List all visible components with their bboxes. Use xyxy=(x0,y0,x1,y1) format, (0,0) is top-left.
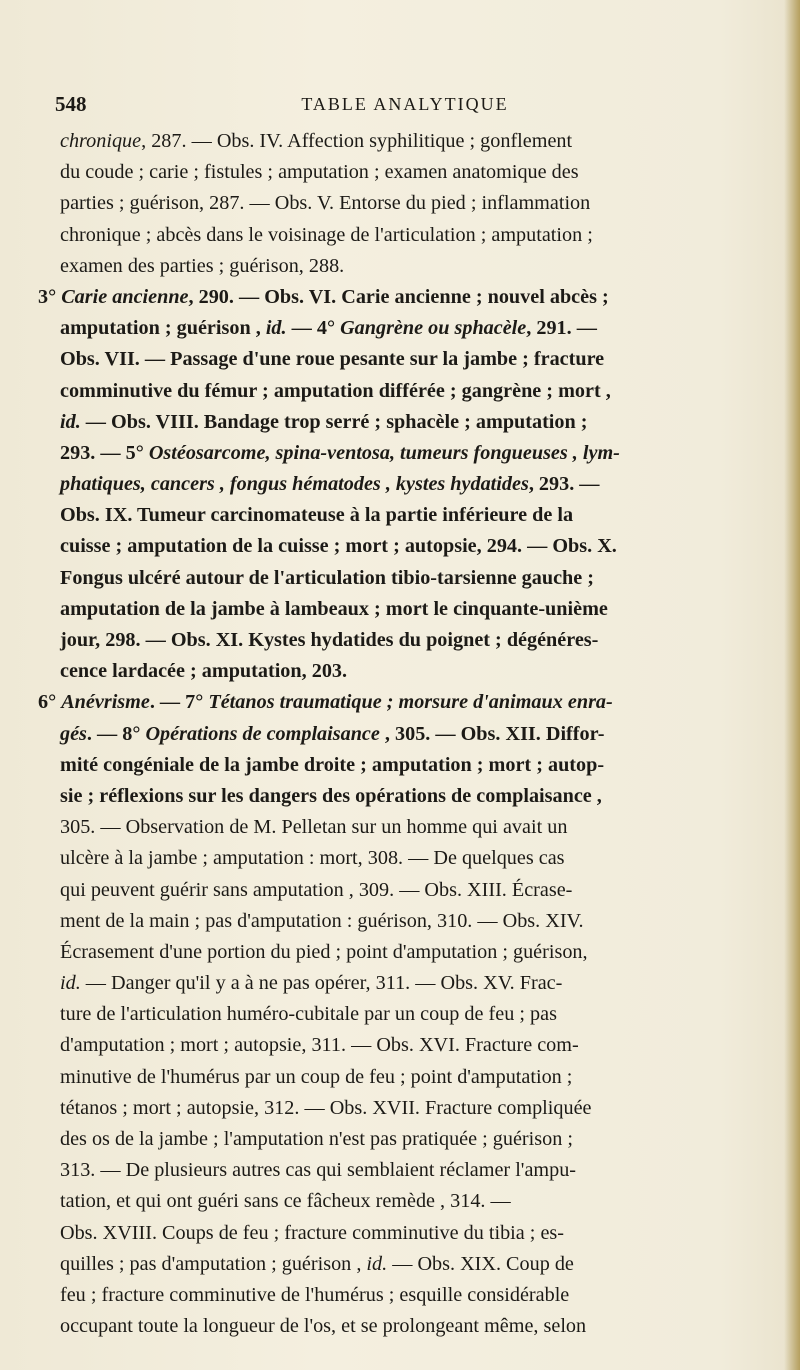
text-segment: quilles ; pas d'amputation ; guérison , xyxy=(60,1252,367,1275)
text-line xyxy=(38,812,750,843)
text-line xyxy=(38,750,750,781)
text-segment: Fongus ulcéré autour de l'articulation tibio-tarsienne gauche ; xyxy=(60,566,595,589)
text-segment: Carie ancienne xyxy=(61,285,189,308)
text-line xyxy=(38,220,750,251)
text-segment: , 291. — xyxy=(526,317,597,340)
text-segment: phatiques, cancers , fongus hématodes , kystes hydatides xyxy=(60,473,529,496)
text-segment: jour, 298. — Obs. XI. Kystes hydatides du poignet ; dégénéres- xyxy=(60,629,599,651)
text-segment: feu ; fracture comminutive de l'humérus ; esquille considérable xyxy=(60,1283,570,1306)
text-segment: 293. — 5° xyxy=(60,441,149,464)
text-segment: , 290. — Obs. VI. Carie ancienne ; nouvel abcès ; xyxy=(188,285,609,308)
text-segment: comminutive du fémur ; amputation différée ; gangrène ; mort , xyxy=(60,379,611,402)
text-segment: id. xyxy=(366,1252,388,1275)
text-line xyxy=(38,469,750,500)
text-segment: Anévrisme xyxy=(61,691,150,714)
text-line xyxy=(38,126,750,157)
text-segment: 3° xyxy=(38,285,62,308)
text-line xyxy=(38,344,750,375)
text-segment: — Danger qu'il y a à ne pas opérer, 311. — Obs. XV. Frac- xyxy=(80,972,563,995)
text-line xyxy=(38,1030,750,1061)
text-segment: des os de la jambe ; l'amputation n'est pas pratiquée ; guérison ; xyxy=(60,1128,573,1150)
text-segment: Obs. XVIII. Coups de feu ; fracture comminutive du tibia ; es- xyxy=(60,1221,564,1244)
text-segment: gés xyxy=(60,722,87,745)
text-line xyxy=(38,1249,750,1280)
page-header xyxy=(55,92,735,122)
text-segment: qui peuvent guérir sans amputation , 309. — Obs. XIII. Écrase- xyxy=(60,878,573,901)
text-line xyxy=(38,438,750,469)
text-segment: occupant toute la longueur de l'os, et se prolongeant même, selon xyxy=(60,1315,587,1338)
text-line xyxy=(38,1062,750,1093)
text-line xyxy=(38,1186,750,1217)
text-line xyxy=(38,531,750,562)
text-line xyxy=(38,937,750,968)
page-edge xyxy=(784,0,800,1370)
running-title: TABLE ANALYTIQUE xyxy=(301,94,509,114)
text-segment: — Obs. VIII. Bandage trop serré ; sphacèle ; amputation ; xyxy=(80,410,588,433)
text-segment: chronique ; abcès dans le voisinage de l'articulation ; amputation ; xyxy=(60,223,593,246)
text-segment: chronique xyxy=(60,130,142,152)
text-segment: Écrasement d'une portion du pied ; point d'amputation ; guérison, xyxy=(60,940,588,963)
text-segment: tétanos ; mort ; autopsie, 312. — Obs. XVII. Fracture compliquée xyxy=(60,1096,592,1119)
text-segment: minutive de l'humérus par un coup de feu ; point d'amputation ; xyxy=(60,1065,573,1088)
text-line xyxy=(38,313,750,344)
text-segment: — 4° xyxy=(286,317,341,340)
text-line xyxy=(38,1218,750,1249)
text-line xyxy=(38,687,750,718)
text-segment: — Obs. XIX. Coup de xyxy=(387,1252,574,1275)
text-segment: cence lardacée ; amputation, 203. xyxy=(60,660,348,683)
text-segment: , 287. — Obs. IV. Affection syphilitique ; gonflement xyxy=(141,130,573,152)
text-line xyxy=(38,625,750,656)
text-line xyxy=(38,500,750,531)
text-segment: ment de la main ; pas d'amputation : guérison, 310. — Obs. XIV. xyxy=(60,909,584,932)
text-segment: examen des parties ; guérison, 288. xyxy=(60,254,345,277)
text-segment: Opérations de complaisance xyxy=(145,722,380,745)
text-line xyxy=(38,1311,750,1342)
text-line xyxy=(38,906,750,937)
text-segment: d'amputation ; mort ; autopsie, 311. — Obs. XVI. Fracture com- xyxy=(60,1034,579,1057)
text-line xyxy=(38,376,750,407)
text-segment: sie ; réflexions sur les dangers des opérations de complaisance , xyxy=(60,784,602,807)
text-segment: Ostéosarcome, spina-ventosa, tumeurs fongueuses , lym- xyxy=(148,441,620,464)
text-segment: parties ; guérison, 287. — Obs. V. Entorse du pied ; inflammation xyxy=(60,192,591,215)
text-line xyxy=(38,719,750,750)
text-line xyxy=(38,282,750,313)
text-segment: tation, et qui ont guéri sans ce fâcheux remède , 314. — xyxy=(60,1190,511,1213)
text-line xyxy=(38,999,750,1030)
text-segment: Tétanos traumatique ; morsure d'animaux enra- xyxy=(208,691,613,714)
text-line xyxy=(38,407,750,438)
text-line xyxy=(38,188,750,219)
text-line xyxy=(38,968,750,999)
text-segment: ture de l'articulation huméro-cubitale par un coup de feu ; pas xyxy=(60,1003,557,1026)
text-segment: amputation de la jambe à lambeaux ; mort le cinquante-unième xyxy=(60,597,608,620)
page-number: 548 xyxy=(55,92,87,116)
text-segment: ulcère à la jambe ; amputation : mort, 308. — De quelques cas xyxy=(60,847,565,870)
text-segment: Gangrène ou sphacèle xyxy=(340,317,527,340)
text-segment: id. xyxy=(265,317,287,340)
text-line xyxy=(38,781,750,812)
text-segment: mité congéniale de la jambe droite ; amputation ; mort ; autop- xyxy=(60,753,605,776)
text-line xyxy=(38,875,750,906)
text-segment: id. xyxy=(60,972,81,995)
text-line xyxy=(38,843,750,874)
text-line xyxy=(38,563,750,594)
text-segment: du coude ; carie ; fistules ; amputation ; examen anatomique des xyxy=(60,161,579,184)
text-segment: id. xyxy=(60,410,81,433)
index-text-body xyxy=(38,126,750,1342)
text-line xyxy=(38,157,750,188)
text-segment: cuisse ; amputation de la cuisse ; mort ; autopsie, 294. — Obs. X. xyxy=(60,535,617,558)
text-segment: . — 7° xyxy=(149,691,209,714)
text-line xyxy=(38,1093,750,1124)
text-line xyxy=(38,656,750,687)
text-segment: , 305. — Obs. XII. Diffor- xyxy=(379,722,605,745)
text-segment: amputation ; guérison , xyxy=(60,317,266,340)
text-line xyxy=(38,1124,750,1155)
text-line xyxy=(38,251,750,282)
text-line xyxy=(38,1155,750,1186)
text-segment: . — 8° xyxy=(86,722,146,745)
text-segment: 313. — De plusieurs autres cas qui semblaient réclamer l'ampu- xyxy=(60,1159,577,1182)
text-segment: Obs. VII. — Passage d'une roue pesante sur la jambe ; fracture xyxy=(60,348,605,371)
text-segment: 6° xyxy=(38,691,62,714)
text-line xyxy=(38,594,750,625)
text-line xyxy=(38,1280,750,1311)
text-segment: , 293. — xyxy=(528,473,600,496)
text-segment: Obs. IX. Tumeur carcinomateuse à la partie inférieure de la xyxy=(60,504,574,527)
text-segment: 305. — Observation de M. Pelletan sur un homme qui avait un xyxy=(60,816,568,839)
